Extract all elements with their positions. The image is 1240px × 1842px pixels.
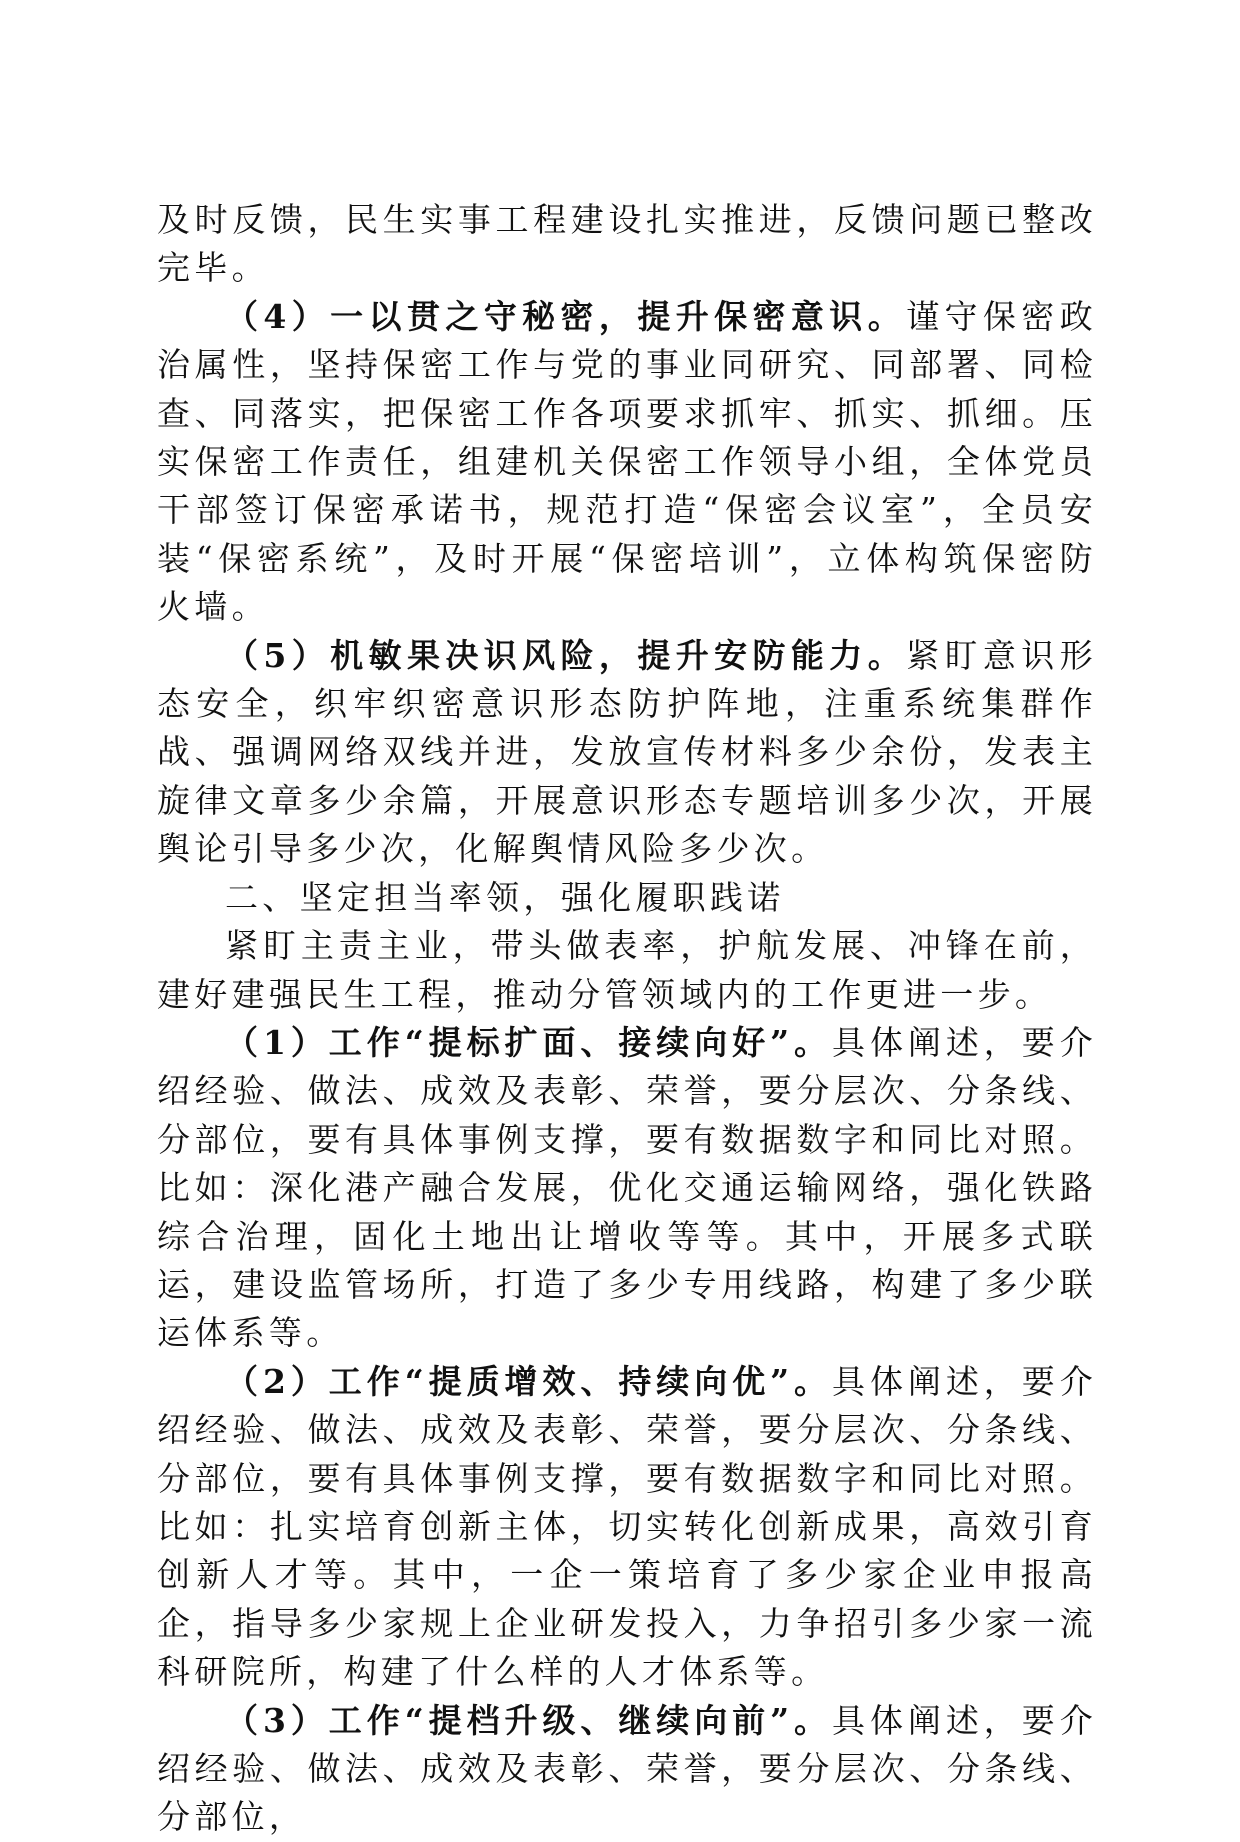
paragraph-text: 谨守保密政治属性，坚持保密工作与党的事业同研究、同部署、同检查、同落实，把保密工作各项要求抓牢、抓实、抓细。压实保密工作责任，组建机关保密工作领导小组，全体党员干部签订保密承诺书，规范打造“保密会议室”，全员安装“保密系统”，及时开展“保密培训”，立体构筑保密防火墙。 <box>157 296 1097 627</box>
paragraph-text: 紧盯意识形态安全，织牢织密意识形态防护阵地，注重系统集群作战、强调网络双线并进，发放宣传材料多少余份，发表主旋律文章多少余篇，开展意识形态专题培训多少次，开展舆论引导多少次，化解舆情风险多少次。 <box>157 635 1097 869</box>
paragraph-text: 具体阐述，要介绍经验、做法、成效及表彰、荣誉，要分层次、分条线、分部位，要有具体事例支撑，要有数据数字和同比对照。比如：深化港产融合发展，优化交通运输网络，强化铁路综合治理，固化土地出让增收等等。其中，开展多式联运，建设监管场所，打造了多少专用线路，构建了多少联运体系等。 <box>157 1022 1097 1353</box>
paragraph-continuation <box>157 196 1097 293</box>
paragraph-text: 紧盯主责主业，带头做表率，护航发展、冲锋在前，建好建强民生工程，推动分管领域内的工作更进一步。 <box>157 926 1097 1014</box>
paragraph-secrecy <box>157 293 1097 632</box>
section-heading <box>157 874 1097 922</box>
paragraph-heading: （2）工作“提质增效、持续向优”。 <box>225 1361 833 1401</box>
paragraph-text: 具体阐述，要介绍经验、做法、成效及表彰、荣誉，要分层次、分条线、分部位，要有具体事例支撑，要有数据数字和同比对照。比如：扎实培育创新主体，切实转化创新成果，高效引育创新人才等。其中，一企一策培育了多少家企业申报高企，指导多少家规上企业研发投入，力争招引多少家一流科研院所，构建了什么样的人才体系等。 <box>157 1361 1097 1692</box>
paragraph-heading: （5）机敏果决识风险，提升安防能力。 <box>225 635 907 675</box>
paragraph-work-1 <box>157 1019 1097 1358</box>
paragraph-heading: （1）工作“提标扩面、接续向好”。 <box>225 1022 833 1062</box>
paragraph-work-2 <box>157 1358 1097 1697</box>
paragraph-intro <box>157 922 1097 1019</box>
paragraph-work-3 <box>157 1697 1097 1842</box>
paragraph-heading: （3）工作“提档升级、继续向前”。 <box>225 1700 833 1740</box>
document-page <box>157 196 1097 1842</box>
section-heading-text: 二、坚定担当率领，强化履职践诺 <box>225 877 785 917</box>
paragraph-heading: （4）一以贯之守秘密，提升保密意识。 <box>225 296 907 336</box>
paragraph-risk <box>157 632 1097 874</box>
paragraph-text: 具体阐述，要介绍经验、做法、成效及表彰、荣誉，要分层次、分条线、分部位， <box>157 1700 1097 1837</box>
paragraph-text: 及时反馈，民生实事工程建设扎实推进，反馈问题已整改完毕。 <box>157 200 1097 288</box>
